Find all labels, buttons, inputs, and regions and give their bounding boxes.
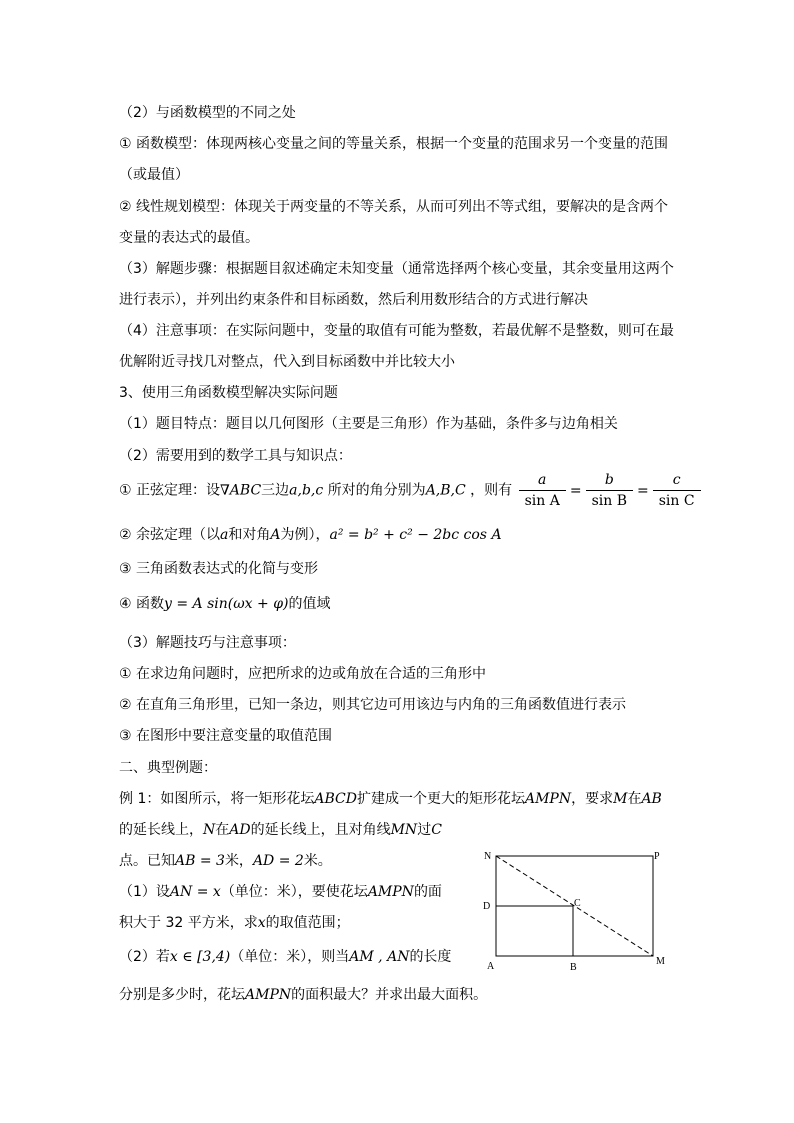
sine-law-mid1: 三边 xyxy=(261,482,290,499)
var-A: A xyxy=(270,527,281,543)
cosine-law-mid: 和对角 xyxy=(228,527,271,543)
technique-2: ② 在直角三角形里，已知一条边，则其它边可用该边与内角的三角函数值进行表示 xyxy=(119,697,626,713)
angles-abc: A,B,C xyxy=(425,482,466,499)
notes-cont: 优解附近寻找几对整点，代入到目标函数中并比较大小 xyxy=(119,354,455,370)
function-model-point: ① 函数模型：体现两核心变量之间的等量关系，根据一个变量的范围求另一个变量的范围 xyxy=(119,136,668,152)
question-2-line-1: （2）若x ∈ [3,4)（单位：米），则当AM , AN的长度 xyxy=(119,949,452,965)
cosine-law-line xyxy=(119,525,502,545)
fraction-c-over-sinC: $\frac{c}{\text{sin C}}$ xyxy=(653,470,701,511)
tools-title: （2）需要用到的数学工具与知识点： xyxy=(119,448,352,464)
question-1-line-2: 积大于 32 平方米，求x的取值范围； xyxy=(119,915,350,931)
label-C: C xyxy=(574,898,581,909)
var-a: a xyxy=(220,527,229,543)
label-P: P xyxy=(654,851,660,862)
linear-programming-point-cont: 变量的表达式的最值。 xyxy=(119,230,259,246)
equals-sign: = xyxy=(569,482,582,499)
fraction-a-over-sinA: $\frac{a}{\text{sin A}}$ xyxy=(519,470,566,511)
cosine-law-formula: a² = b² + c² − 2bc cos A xyxy=(329,527,502,543)
equals-sign: = xyxy=(637,482,649,499)
triangle-abc: ∇ABC xyxy=(220,482,262,499)
solving-steps-cont: 进行表示），并列出约束条件和目标函数，然后利用数形结合的方式进行解决 xyxy=(119,292,588,308)
example-1-line-3: 点。已知AB = 3米，AD = 2米。 xyxy=(119,853,332,869)
question-1-line-1: （1）设AN = x（单位：米），要使花坛AMPN的面 xyxy=(119,884,442,900)
rectangle-abcd xyxy=(496,906,573,956)
function-prefix: ④ 函数 xyxy=(119,596,165,612)
label-N: N xyxy=(484,851,492,862)
technique-1: ① 在求边角问题时，应把所求的边或角放在合适的三角形中 xyxy=(119,666,486,682)
sine-law-line xyxy=(119,470,703,512)
cosine-law-prefix: ② 余弦定理（以 xyxy=(119,527,221,543)
example-1-line-1: 例 1：如图所示，将一矩形花坛ABCD扩建成一个更大的矩形花坛AMPN，要求M在AB xyxy=(119,791,662,807)
techniques-title: （3）解题技巧与注意事项： xyxy=(119,635,296,651)
function-formula: y = A sin(ωx + φ) xyxy=(164,596,289,612)
technique-3: ③ 在图形中要注意变量的取值范围 xyxy=(119,728,333,744)
rectangle-flowerbed-figure xyxy=(478,846,678,976)
simplification-point: ③ 三角函数表达式的化简与变形 xyxy=(119,561,319,577)
linear-programming-point: ② 线性规划模型：体现关于两变量的不等关系，从而可列出不等式组，要解决的是含两个 xyxy=(119,199,668,215)
sine-law-mid2: 所对的角分别为 xyxy=(327,482,426,499)
topic-features: （1）题目特点：题目以几何图形（主要是三角形）作为基础，条件多与边角相关 xyxy=(119,416,618,432)
function-model-point-cont: （或最值） xyxy=(119,167,189,183)
notes: （4）注意事项：在实际问题中，变量的取值有可能为整数，若最优解不是整数，则可在最 xyxy=(119,323,674,339)
label-B: B xyxy=(570,962,577,973)
fraction-b-over-sinB: $\frac{b}{\text{sin B}}$ xyxy=(586,470,633,511)
solving-steps: （3）解题步骤：根据题目叙述确定未知变量（通常选择两个核心变量，其余变量用这两个 xyxy=(119,261,674,277)
cosine-law-suffix: 为例）， xyxy=(280,527,330,543)
label-D: D xyxy=(483,901,491,912)
section-examples-title: 二、典型例题： xyxy=(119,760,217,776)
question-2-line-2: 分别是多少时，花坛AMPN的面积最大？并求出最大面积。 xyxy=(119,987,488,1003)
section-3-title: 3、使用三角函数模型解决实际问题 xyxy=(119,385,338,401)
function-suffix: 的值域 xyxy=(288,596,331,612)
example-1-line-2: 的延长线上，N在AD的延长线上，且对角线MN过C xyxy=(119,822,442,838)
sine-law-prefix: ① 正弦定理：设 xyxy=(119,482,221,499)
sine-law-mid3: ，则有 xyxy=(470,482,513,499)
sides-abc: a,b,c xyxy=(289,482,324,499)
label-M: M xyxy=(656,956,665,967)
subsection-2-title: （2）与函数模型的不同之处 xyxy=(119,105,296,121)
label-A: A xyxy=(487,961,495,972)
function-range-line xyxy=(119,594,330,614)
